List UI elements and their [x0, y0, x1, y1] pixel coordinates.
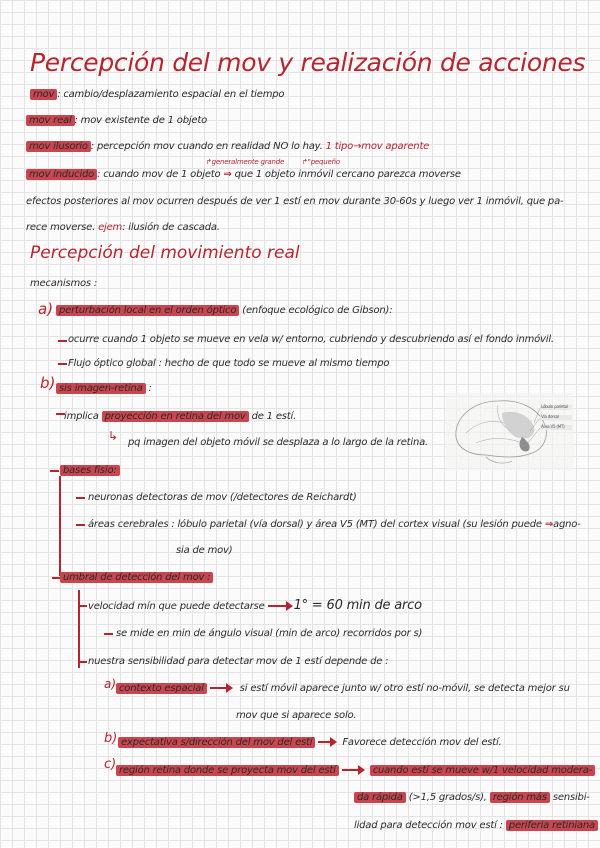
region-line-1: región retina donde se proyecta mov del estí cuando estí se mueve w/1 velocidad modera- [116, 764, 595, 777]
b-heading: sis imagen-retina : [56, 382, 152, 395]
def-mov-inducido: mov inducido : cuando mov de 1 objeto ⇒ que 1 objeto inmóvil cercano parezca moverse [26, 168, 461, 181]
marker-sub-b: b) [104, 731, 118, 746]
umbral-heading: umbral de detección del mov : [60, 571, 213, 584]
arrow-icon [342, 769, 360, 771]
mecanismos-label: mecanismos : [30, 278, 98, 289]
efectos-line-2: rece moverse. ejem: ilusión de cascada. [26, 222, 220, 233]
contexto-line-2: mov que si aparece solo. [236, 710, 357, 721]
marker-sub-c: c) [104, 757, 117, 772]
dash [50, 470, 59, 472]
a-bullet-1: ocurre cuando 1 objeto se mueve en vela w/ entorno, cubriendo y descubriendo así el fondo inmóvil. [68, 334, 554, 345]
se-mide-line: se mide en min de ángulo visual (min de arco) recorridos por s) [116, 628, 423, 639]
bracket-line [59, 476, 61, 576]
a-heading: perturbación local en el orden óptico (enfoque ecológico de Gibson): [56, 304, 392, 317]
dash [76, 524, 85, 526]
def-mov-real: mov real : mov existente de 1 objeto [26, 114, 207, 127]
areas-line-1: áreas cerebrales : lóbulo parietal (vía dorsal) y área V5 (MT) del cortex visual (su lesión puede ⇒agno- [88, 519, 581, 530]
def-mov: mov : cambio/desplazamiento espacial en el tiempo [30, 88, 284, 101]
expectativa-line: expectativa s/dirección del mov del estí Favorece detección mov del estí. [118, 736, 502, 749]
dash [58, 363, 67, 365]
note-pequeno: ↱"pequeño [302, 158, 340, 166]
nuestra-line: nuestra sensibilidad para detectar mov de 1 estí depende de : [88, 656, 389, 667]
marker-sub-a: a) [104, 677, 117, 691]
dash [78, 661, 87, 663]
neuronas-line: neuronas detectoras de mov (/detectores de Reichardt) [88, 492, 357, 503]
page-title: Percepción del mov y realización de acciones [30, 48, 586, 77]
arrow-icon [318, 741, 332, 743]
term-mov-real: mov real [26, 115, 75, 126]
b-implica: implica proyección en retina del mov de 1 estí. [64, 411, 297, 422]
dash [104, 633, 113, 635]
bases-fisio: bases fisio: [60, 464, 120, 477]
term-mov-inducido: mov inducido [26, 169, 97, 180]
dash [58, 340, 67, 342]
a-bullet-2: Flujo óptico global : hecho de que todo se mueve al mismo tiempo [68, 358, 390, 369]
velocidad-line: velocidad mín que puede detectarse 1° = 60 min de arco [88, 598, 422, 613]
efectos-line-1: efectos posteriores al mov ocurren después de ver 1 estí en mov durante 30-60s y luego ver 1 inmóvil, que pa- [26, 196, 564, 207]
dash [76, 497, 85, 499]
arrow-icon [210, 687, 228, 689]
contexto-line: contexto espacial si estí móvil aparece junto w/ otro estí no-móvil, se detecta mejor su [116, 682, 570, 695]
marker-b: b) [40, 374, 56, 392]
arrow-l-icon: ↳ [108, 429, 118, 443]
b-pq: pq imagen del objeto móvil se desplaza a lo largo de la retina. [128, 437, 428, 448]
region-line-2: da rápida (>1,5 grados/s), región más sensibi- [354, 791, 590, 804]
figure-label-2: Vía dorsal [541, 414, 559, 419]
section-heading: Percepción del movimiento real [30, 243, 300, 263]
term-mov-ilusorio: mov ilusorio [26, 141, 91, 152]
def-mov-ilusorio: mov ilusorio : percepción mov cuando en realidad NO lo hay. 1 tipo→mov aparente [26, 140, 429, 153]
term-mov: mov [30, 89, 57, 100]
bracket-line [78, 590, 80, 668]
areas-line-2: sia de mov) [176, 545, 233, 556]
region-line-3: lidad para detección mov estí : periferia retiniana [354, 819, 598, 832]
note-generalmente-grande: ↱generalmente grande [206, 158, 285, 166]
figure-label-1: Lóbulo parietal [541, 404, 568, 409]
marker-a: a) [38, 300, 54, 318]
figure-label-3: Área V5 (MT) [541, 424, 565, 429]
dash [78, 605, 87, 607]
arrow-icon [268, 605, 288, 607]
